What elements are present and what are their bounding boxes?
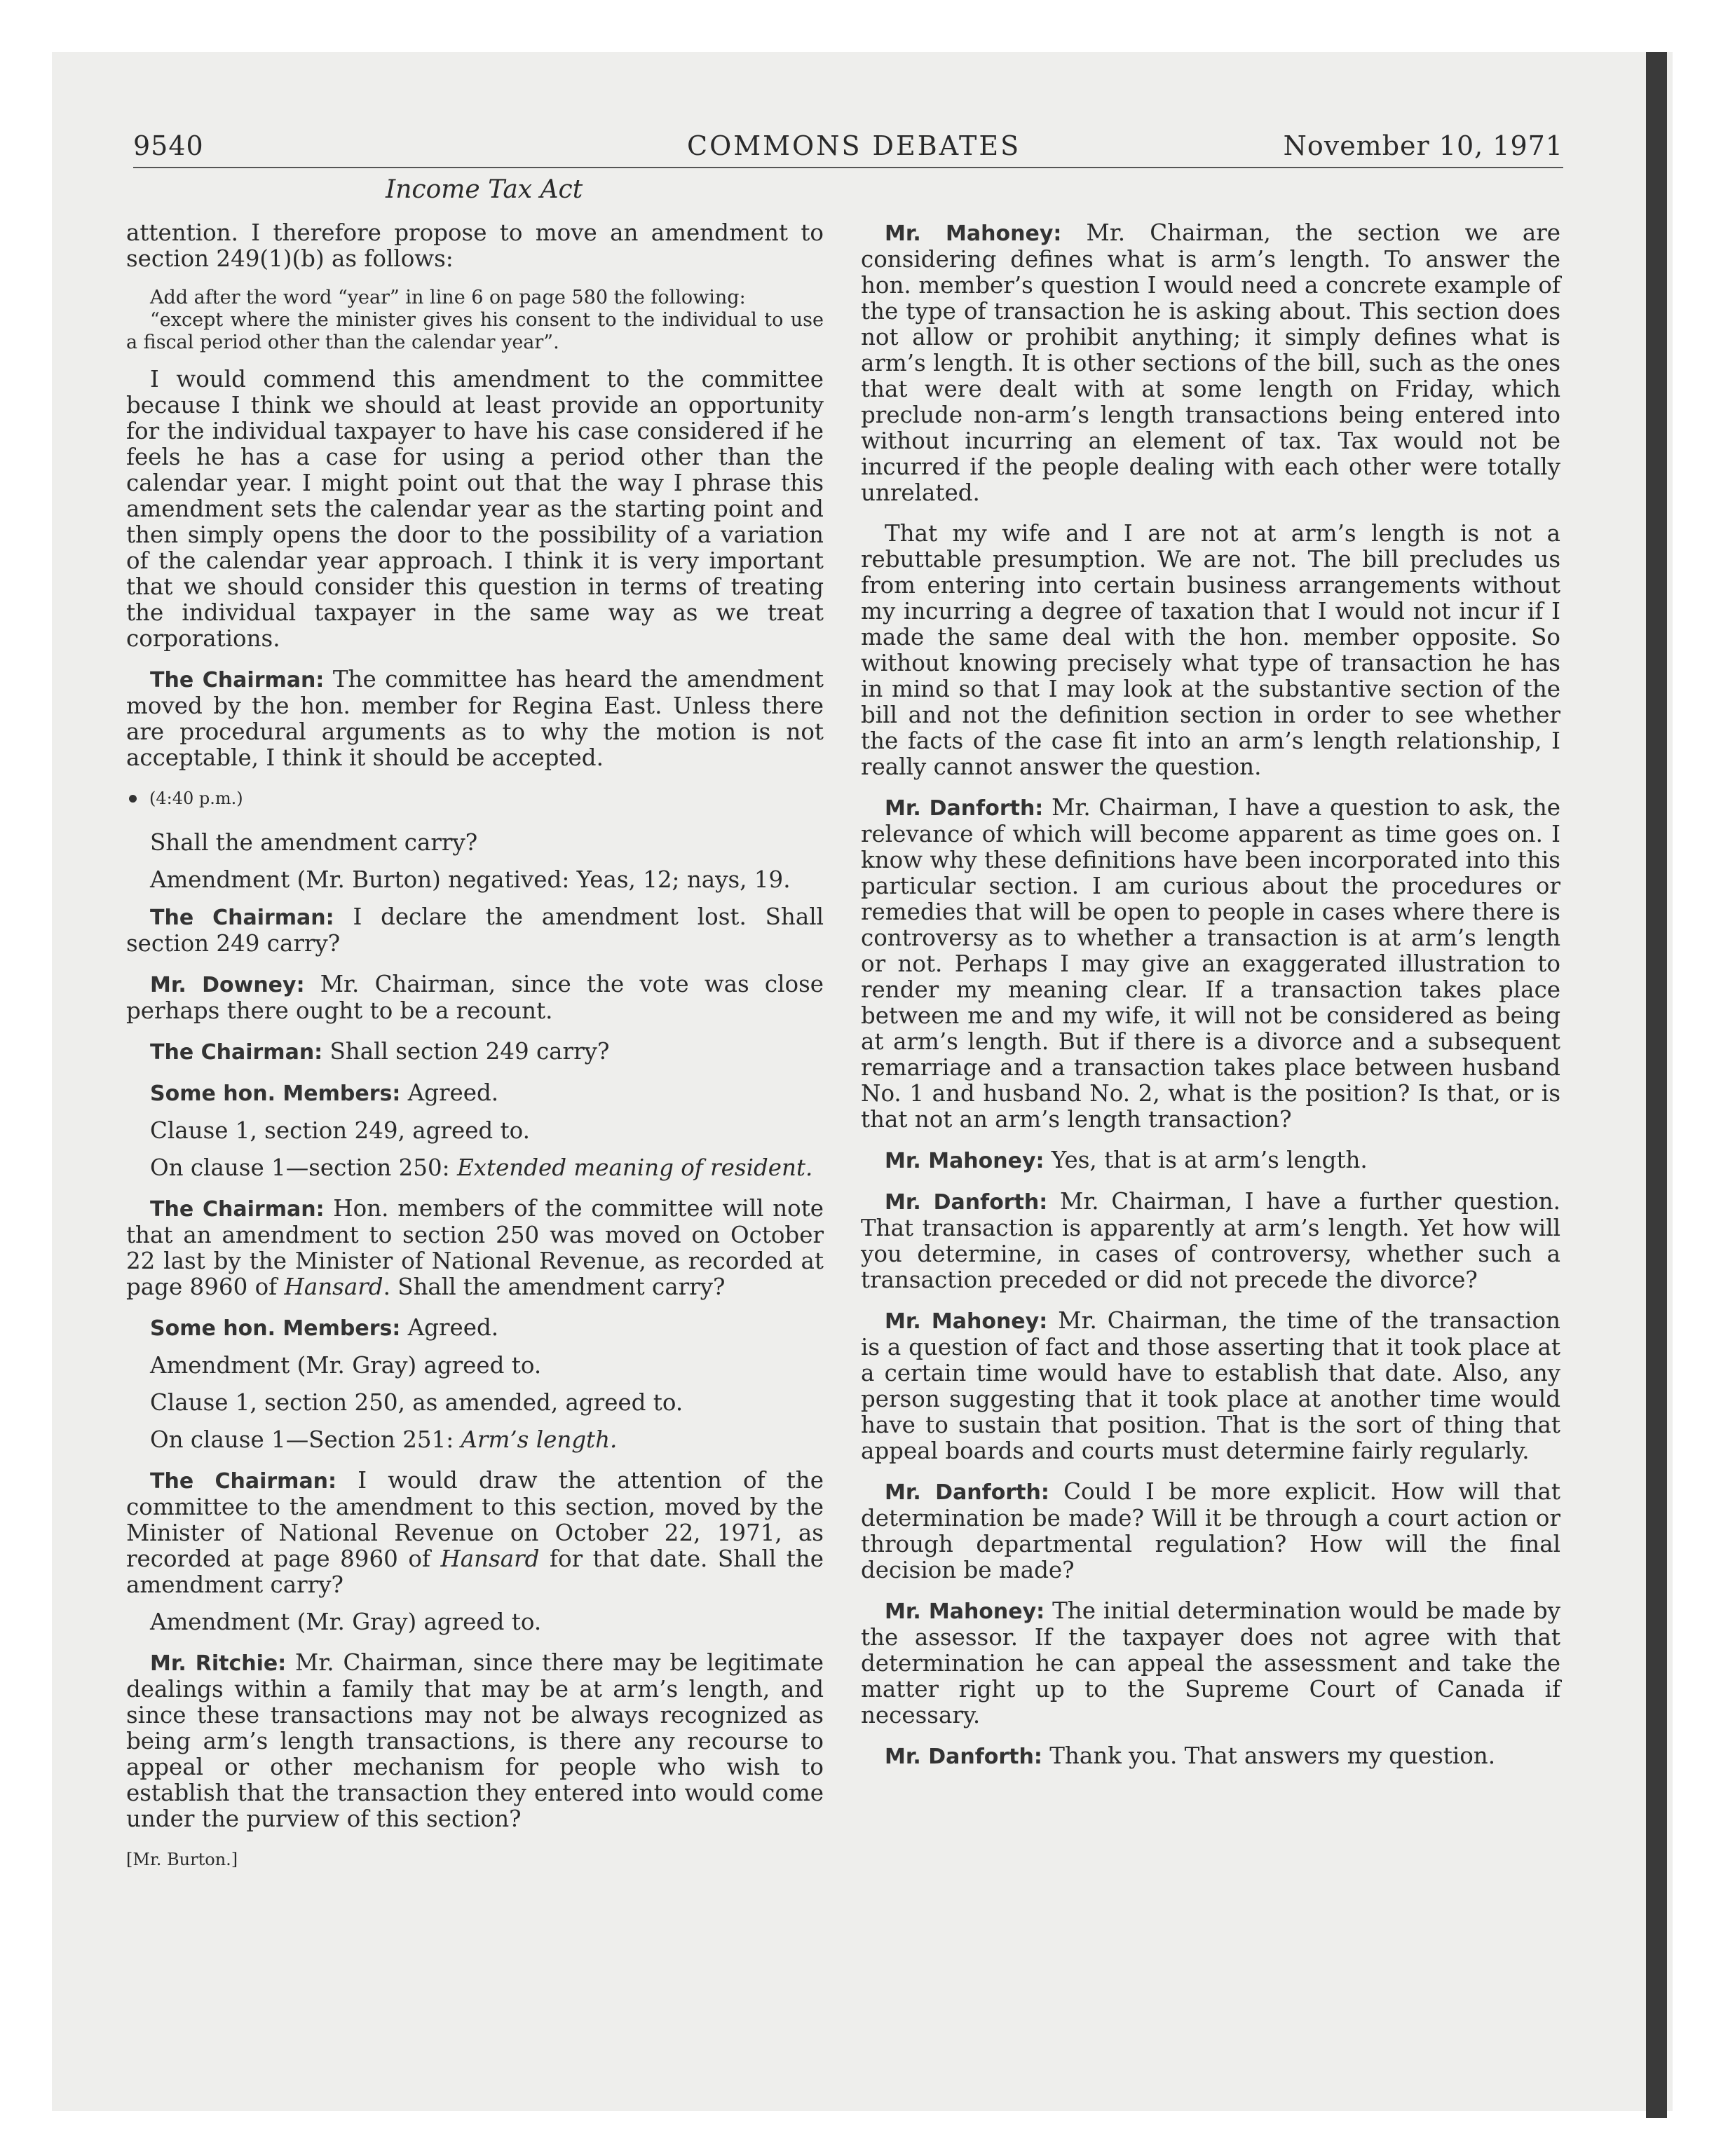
speech bbox=[126, 904, 824, 957]
speech bbox=[861, 1598, 1560, 1728]
speech-text: for that date. Shall the amendment carry? bbox=[126, 1546, 824, 1598]
scan-edge bbox=[1646, 52, 1667, 2118]
paragraph: I would commend this amendment to the committee because I think we should at least provide an opportunity for the individual taxpayer to have his case considered if he feels he has a case for using a period other than the calendar year. I might point out that the way I phrase this amendment sets the calendar year as the starting point and then simply opens the door to the possibility of a variation of the calendar year approach. I think it is very important that we should consider this question in terms of treating the individual taxpayer in the same way as we treat corporations. bbox=[126, 366, 824, 652]
speaker-name: The Chairman: bbox=[150, 906, 334, 930]
speech-text: Mr. Chairman, since there may be legitimate dealings within a family that may be at arm’s length, and since these transactions may not be always recognized as being arm’s length transactions, is there any recourse to appeal or other mechanism for people who wish to establish that the transaction they entered into would come under the purview of this section? bbox=[126, 1649, 824, 1832]
speech-text: The committee has heard the amendment moved by the hon. member for Regina East. Unless there are procedural arguments as to why the motion is not acceptable, I think it should be accepted. bbox=[126, 666, 824, 771]
speech-text: Mr. Chairman, the time of the transaction is a question of fact and those asserting that it took place at a certain time would have to establish that date. Also, any person suggesting that it took place at another time would have to sustain that position. That is the sort of thing that appeal boards and courts must determine fairly regularly. bbox=[861, 1307, 1560, 1464]
clause-label: On clause 1—Section 251: bbox=[150, 1426, 461, 1453]
speech bbox=[126, 667, 824, 771]
publication-date: November 10, 1971 bbox=[1283, 130, 1563, 161]
section-subheading: Income Tax Act bbox=[386, 175, 583, 204]
speech-text: Agreed. bbox=[400, 1314, 499, 1341]
speech-text: Mr. Chairman, the section we are considering defines what is arm’s length. To answer the hon. member’s question I would need a concrete example of the type of transaction he is asking about. This section does not allow or prohibit anything; it simply defines what is arm’s length. It is other sections of the bill, such as the ones that were dealt with at some length on Friday, which preclude non-arm’s length transactions being entered into without incurring an element of tax. Tax would not be incurred if the people dealing with each other were totally unrelated. bbox=[861, 219, 1561, 506]
speech-text: Could I be more explicit. How will that determination be made? Will it be through a court action or through departmental regulation? How will the final decision be made? bbox=[861, 1478, 1560, 1583]
speech bbox=[126, 1468, 824, 1598]
speech-text: Thank you. That answers my question. bbox=[1042, 1742, 1496, 1769]
speech-text: Yes, that is at arm’s length. bbox=[1044, 1147, 1368, 1173]
speech-text: . Shall the amendment carry? bbox=[383, 1274, 726, 1300]
speech bbox=[126, 1039, 824, 1065]
speech bbox=[126, 1315, 824, 1342]
speech bbox=[126, 1650, 824, 1832]
speech bbox=[861, 1479, 1560, 1583]
speaker-name: Mr. Mahoney: bbox=[885, 1149, 1045, 1173]
speech bbox=[861, 1743, 1560, 1770]
speaker-name: Mr. Mahoney: bbox=[885, 1309, 1048, 1334]
paragraph: Amendment (Mr. Gray) agreed to. bbox=[150, 1609, 542, 1635]
clause-heading bbox=[126, 1427, 824, 1453]
speech-text: Mr. Chairman, since the vote was close perhaps there ought to be a recount. bbox=[126, 971, 824, 1024]
quote-line: Add after the word “year” in line 6 on page 580 the following: bbox=[150, 287, 746, 308]
bullet-icon bbox=[129, 795, 137, 803]
speaker-name: The Chairman: bbox=[150, 1469, 337, 1494]
speaker-name: The Chairman: bbox=[150, 1197, 325, 1222]
speech bbox=[126, 971, 824, 1024]
clause-title: Extended meaning of resident. bbox=[456, 1154, 813, 1181]
speech-text: The initial determination would be made by the assessor. If the taxpayer does not agree with that determination he can appeal the assessment and take the matter right up to the Supreme Court of Canada if necessary. bbox=[861, 1597, 1560, 1728]
speaker-name: Some hon. Members: bbox=[150, 1082, 401, 1106]
page-footer: [Mr. Burton.] bbox=[126, 1850, 238, 1869]
speaker-name: Mr. Danforth: bbox=[885, 1480, 1049, 1505]
speech-text: Mr. Chairman, I have a further question. That transaction is apparently at arm’s length. Yet how will you determine, in cases of controversy, whether such a transaction preceded or did not precede the divorce? bbox=[861, 1188, 1560, 1293]
speaker-name: The Chairman: bbox=[150, 668, 325, 692]
speech bbox=[126, 1080, 824, 1107]
speech-text: I declare the amendment lost. Shall section 249 carry? bbox=[126, 903, 824, 957]
speaker-name: Mr. Danforth: bbox=[885, 1190, 1048, 1215]
speaker-name: The Chairman: bbox=[150, 1040, 323, 1065]
left-column bbox=[126, 220, 824, 1873]
speaker-name: Some hon. Members: bbox=[150, 1316, 401, 1341]
paragraph: Amendment (Mr. Burton) negatived: Yeas, 12; nays, 19. bbox=[150, 866, 791, 893]
timestamp bbox=[126, 786, 824, 812]
paragraph: Amendment (Mr. Gray) agreed to. bbox=[150, 1352, 542, 1379]
paragraph: attention. I therefore propose to move an amendment to section 249(1)(b) as follows: bbox=[126, 219, 824, 272]
hansard-ref: Hansard bbox=[440, 1546, 540, 1572]
speaker-name: Mr. Ritchie: bbox=[150, 1651, 287, 1676]
speech-text: Shall section 249 carry? bbox=[322, 1038, 610, 1065]
paragraph: Clause 1, section 249, agreed to. bbox=[150, 1117, 530, 1144]
page-number: 9540 bbox=[133, 130, 204, 161]
hansard-ref: Hansard bbox=[284, 1274, 383, 1300]
speech-text: I would draw the attention of the committee to the amendment to this section, moved by the Minister of National Revenue on October 22, 1971, as recorded at page 8960 of bbox=[126, 1467, 824, 1572]
speech bbox=[126, 1196, 824, 1300]
paragraph: Shall the amendment carry? bbox=[150, 829, 478, 856]
speaker-name: Mr. Danforth: bbox=[885, 796, 1044, 821]
publication-title: COMMONS DEBATES bbox=[687, 130, 1021, 161]
paragraph: That my wife and I are not at arm’s length is not a rebuttable presumption. We are not. The bill precludes us from entering into certain business arrangements without my incurring a degree of taxation that I would not incur if I made the same deal with the hon. member opposite. So without knowing precisely what type of transaction he has in mind so that I may look at the substantive section of the bill and not the definition section in order to see whether the facts of the case fit into an arm’s length relationship, I really cannot answer the question. bbox=[861, 520, 1560, 780]
quote-line: “except where the minister gives his consent to the individual to use a fiscal period other than the calendar year”. bbox=[126, 309, 824, 353]
paragraph: Clause 1, section 250, as amended, agreed to. bbox=[150, 1389, 683, 1416]
time-label: (4:40 p.m.) bbox=[149, 789, 243, 808]
clause-title: Arm’s length. bbox=[461, 1426, 618, 1453]
clause-label: On clause 1—section 250: bbox=[150, 1154, 457, 1181]
speaker-name: Mr. Downey: bbox=[150, 973, 305, 997]
speaker-name: Mr. Mahoney: bbox=[885, 1599, 1045, 1624]
amendment-quote bbox=[126, 287, 824, 354]
speech bbox=[861, 1147, 1560, 1174]
speech bbox=[861, 220, 1560, 506]
speaker-name: Mr. Mahoney: bbox=[885, 221, 1062, 246]
speech-text: Hon. members of the committee will note that an amendment to section 250 was moved on October 22 last by the Minister of National Revenue, as recorded at page 8960 of bbox=[126, 1195, 824, 1300]
speech-text: Agreed. bbox=[400, 1079, 499, 1106]
page-header bbox=[133, 130, 1563, 168]
clause-heading bbox=[126, 1155, 824, 1181]
speech-text: Mr. Chairman, I have a question to ask, the relevance of which will become apparent as time goes on. I know why these definitions have been incorporated into this particular section. I am curious about the procedures or remedies that will be open to people in cases where there is controversy as to whether a transaction is at arm’s length or not. Perhaps I may give an exaggerated illustration to render my meaning clear. If a transaction takes place between me and my wife, it will not be considered as being at arm’s length. But if there is a divorce and a subsequent remarriage and a transaction takes place between husband No. 1 and husband No. 2, what is the position? Is that, or is that not an arm’s length transaction? bbox=[861, 794, 1560, 1133]
speaker-name: Mr. Danforth: bbox=[885, 1745, 1042, 1769]
speech bbox=[861, 1189, 1560, 1293]
speech bbox=[861, 795, 1560, 1133]
speech bbox=[861, 1308, 1560, 1464]
right-column bbox=[861, 220, 1560, 1785]
